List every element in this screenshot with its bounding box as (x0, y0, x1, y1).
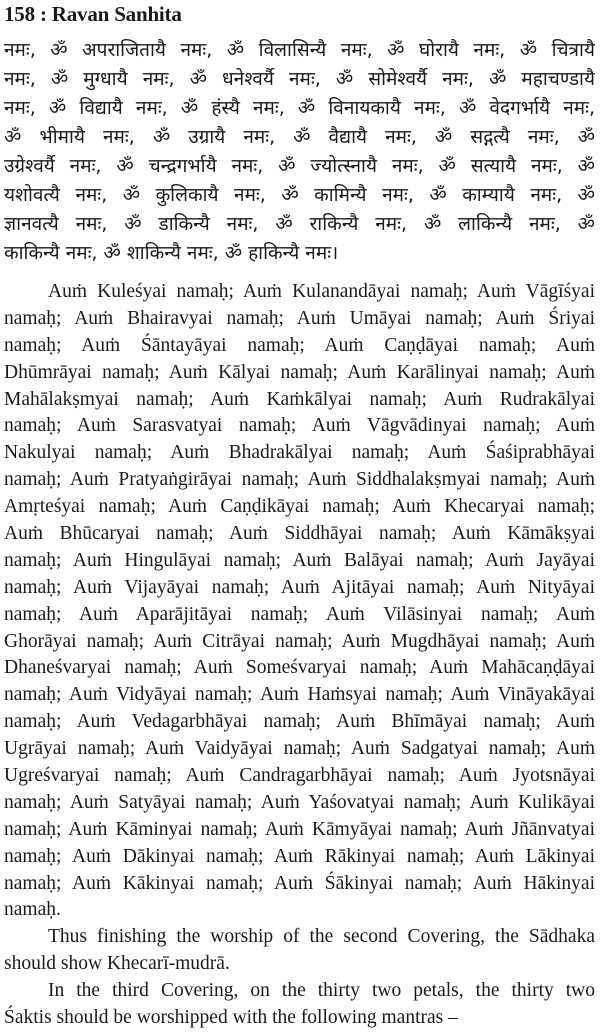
text-line: namaḥ; Auṁ Sarasvatyai namaḥ; Auṁ Vāgvādinyai namaḥ; Auṁ (4, 415, 595, 437)
text-line: Thus finishing the worship of the second Covering, the Sādhaka (48, 926, 595, 948)
text-line: Ugrāyai namaḥ; Auṁ Vaidyāyai namaḥ; Auṁ Sadgatyai namaḥ; Auṁ (4, 738, 595, 760)
text-line: Auṁ Kuleśyai namaḥ; Auṁ Kulanandāyai namaḥ; Auṁ Vāgīśyai (48, 281, 595, 302)
text-line: namaḥ; Auṁ Kāminyai namaḥ; Auṁ Kāmyāyai namaḥ; Auṁ Jñānvatyai (4, 818, 595, 840)
text-line: Ghorāyai namaḥ; Auṁ Citrāyai namaḥ; Auṁ Mugdhāyai namaḥ; Auṁ (4, 630, 595, 652)
sanskrit-line: काकिन्यै नमः, ॐ शाकिन्यै नमः, ॐ हाकिन्यै नमः। (4, 242, 339, 264)
text-line: namaḥ; Auṁ Satyāyai namaḥ; Auṁ Yaśovatyai namaḥ; Auṁ Kulikāyai (4, 791, 595, 813)
text-line: Dhaneśvaryai namaḥ; Auṁ Someśvaryai namaḥ; Auṁ Mahācaṇḍāyai (4, 657, 595, 679)
text-line: Ugreśvaryai namaḥ; Auṁ Candragarbhāyai namaḥ; Auṁ Jyotsnāyai (4, 765, 595, 787)
page-header: 158 : Ravan Sanhita (4, 2, 182, 26)
text-line: namaḥ; Auṁ Śāntayāyai namaḥ; Auṁ Caṇḍāyai namaḥ; Auṁ (4, 334, 595, 356)
text-line: Mahālakṣmyai namaḥ; Auṁ Kaṁkālyai namaḥ; Auṁ Rudrakālyai (4, 388, 595, 410)
text-line: namaḥ; Auṁ Hingulāyai namaḥ; Auṁ Balāyai namaḥ; Auṁ Jayāyai (4, 549, 595, 571)
text-line: namaḥ; Auṁ Aparājitāyai namaḥ; Auṁ Vilāsinyai namaḥ; Auṁ (4, 603, 595, 625)
text-line: namaḥ; Auṁ Pratyaṅgirāyai namaḥ; Auṁ Siddhalakṣmyai namaḥ; Auṁ (4, 469, 595, 491)
text-line: namaḥ; Auṁ Bhairavyai namaḥ; Auṁ Umāyai namaḥ; Auṁ Śriyai (4, 307, 595, 329)
transliteration-text (4, 279, 595, 1032)
paragraph (4, 978, 595, 1032)
sanskrit-line: नमः, ॐ अपराजितायै नमः, ॐ विलासिन्यै नमः, ॐ घोरायै नमः, ॐ चित्रायै (4, 39, 595, 61)
text-line: Dhūmrāyai namaḥ; Auṁ Kālyai namaḥ; Auṁ Karālinyai namaḥ; Auṁ (4, 361, 595, 383)
sanskrit-line: ॐ भीमायै नमः, ॐ उग्रायै नमः, ॐ वैद्यायै नमः, ॐ सद्गत्यै नमः, ॐ (4, 126, 595, 148)
paragraph (4, 279, 595, 924)
text-line: namaḥ; Auṁ Vijayāyai namaḥ; Auṁ Ajitāyai namaḥ; Auṁ Nityāyai (4, 576, 595, 598)
text-line: In the third Covering, on the thirty two petals, the thirty two (48, 980, 595, 1002)
sanskrit-line: यशोवत्यै नमः, ॐ कुलिकायै नमः, ॐ कामिन्यै नमः, ॐ काम्यायै नमः, ॐ (4, 184, 595, 206)
text-line: Auṁ Bhūcaryai namaḥ; Auṁ Siddhāyai namaḥ; Auṁ Kāmākṣyai (4, 523, 595, 545)
sanskrit-line: उग्रेश्वर्यै नमः, ॐ चन्द्रगर्भायै नमः, ॐ ज्योत्स्नायै नमः, ॐ सत्यायै नमः, ॐ (4, 155, 595, 177)
text-line: Amṛteśyai namaḥ; Auṁ Caṇḍikāyai namaḥ; Auṁ Khecaryai namaḥ; (4, 496, 595, 518)
text-line: Nakulyai namaḥ; Auṁ Bhadrakālyai namaḥ; Auṁ Śaśiprabhāyai (4, 442, 595, 464)
sanskrit-line: नमः, ॐ मुग्धायै नमः, ॐ धनेश्वर्यै नमः, ॐ सोमेश्वर्यै नमः, ॐ महाचण्डायै (4, 68, 595, 90)
sanskrit-line: नमः, ॐ विद्यायै नमः, ॐ हंस्यै नमः, ॐ विनायकायै नमः, ॐ वेदगर्भायै नमः, (4, 97, 595, 119)
text-line: should show Khecarī-mudrā. (4, 953, 230, 975)
text-line: Śaktis should be worshipped with the following mantras – (4, 1007, 458, 1029)
sanskrit-line: ज्ञानवत्यै नमः, ॐ डाकिन्यै नमः, ॐ राकिन्यै नमः, ॐ लाकिन्यै नमः, ॐ (4, 213, 595, 235)
text-line: namaḥ; Auṁ Vedagarbhāyai namaḥ; Auṁ Bhīmāyai namaḥ; Auṁ (4, 711, 595, 733)
sanskrit-mantra-block (4, 36, 595, 268)
text-line: namaḥ. (4, 899, 61, 921)
paragraph (4, 924, 595, 978)
text-line: namaḥ; Auṁ Vidyāyai namaḥ; Auṁ Haṁsyai namaḥ; Auṁ Vināyakāyai (4, 684, 595, 706)
text-line: namaḥ; Auṁ Dākinyai namaḥ; Auṁ Rākinyai namaḥ; Auṁ Lākinyai (4, 845, 595, 867)
text-line: namaḥ; Auṁ Kākinyai namaḥ; Auṁ Śākinyai namaḥ; Auṁ Hākinyai (4, 872, 595, 894)
